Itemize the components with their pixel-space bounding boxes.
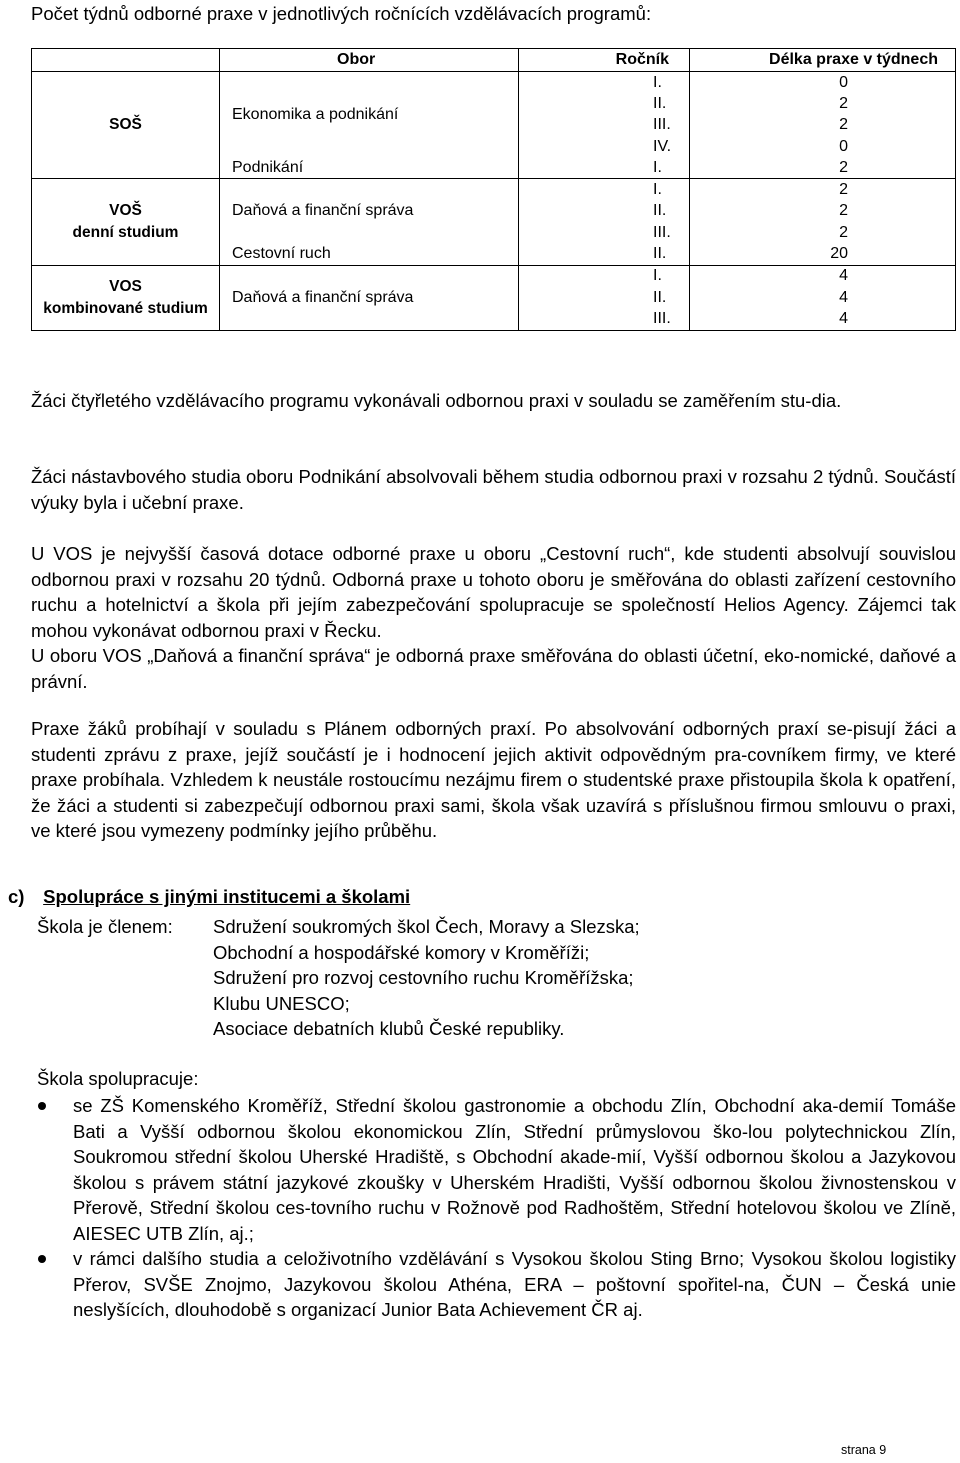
- praxe-table: [31, 48, 956, 331]
- rocnik-cell: II.: [519, 201, 690, 222]
- tydny-cell: 2: [839, 223, 848, 241]
- obor-cell: Cestovní ruch: [220, 243, 519, 265]
- table-header-row: [32, 49, 956, 72]
- cooperation-label: Škola spolupracuje:: [37, 1068, 199, 1089]
- obor-cell: Podnikání: [220, 157, 519, 179]
- header-rocnik: Ročník: [519, 49, 690, 72]
- rocnik-cell: I.: [519, 265, 690, 287]
- school-vos-kombinovane: VOS kombinované studium: [32, 265, 220, 330]
- header-obor: Obor: [220, 49, 519, 72]
- cooperation-item-text: v rámci dalšího studia a celoživotního vzdělávání s Vysokou školou Sting Brno; Vysokou školou logistiky Přerov, SVŠE Znojmo, Jazykovou školou Athéna, ERA – poštovní spořitel-na, ČUN – Česká unie neslyšících, dlouhodobě s organizací Junior Bata Achievement ČR aj.: [73, 1248, 956, 1320]
- header-delka: Délka praxe v týdnech: [769, 51, 938, 68]
- list-item: Asociace debatních klubů České republiky.: [213, 1018, 565, 1039]
- rocnik-cell: III.: [519, 308, 690, 330]
- rocnik-cell: III.: [519, 115, 690, 136]
- membership-list: [213, 914, 640, 1042]
- rocnik-cell: II.: [519, 243, 690, 265]
- rocnik-cell: I.: [519, 179, 690, 201]
- obor-cell: Daňová a finanční správa: [220, 179, 519, 243]
- table-row: [32, 72, 956, 94]
- paragraph-praxe: Praxe žáků probíhají v souladu s Plánem odborných praxí. Po absolvování odborných praxí se-pisují žáci a studenti zprávu z praxe, jejíž součástí je i hodnocení jejich aktivit odpovědným pra-covníkem firmy, ve které praxe probíhala. Vzhledem k neustále rostoucímu nezájmu firem o studentské praxe přistoupila škola k opatření, že žáci a studenti si zabezpečují odbornou praxi sami, škola však uzavírá s příslušnou firmou smlouvu o praxi, ve které jsou vymezeny podmínky jejího průběhu.: [31, 718, 956, 841]
- section-label: c): [8, 886, 25, 907]
- tydny-cell: 2: [839, 158, 848, 176]
- list-item: Klubu UNESCO;: [213, 992, 350, 1014]
- tydny-cell: 2: [839, 202, 848, 220]
- rocnik-cell: IV.: [519, 136, 690, 157]
- paragraph-vos-danova: U oboru VOS „Daňová a finanční správa“ je odborná praxe směřována do oblasti účetní, eko-nomické, daňové a právní.: [31, 645, 956, 692]
- tydny-cell: 4: [690, 265, 956, 287]
- tydny-cell: 2: [839, 116, 848, 134]
- list-item: Sdružení pro rozvoj cestovního ruchu Kroměřížska;: [213, 967, 634, 988]
- tydny-cell: 0: [839, 137, 848, 155]
- obor-cell: Ekonomika a podnikání: [220, 72, 519, 158]
- cooperation-list: [0, 1093, 956, 1323]
- rocnik-cell: II.: [519, 287, 690, 308]
- table-row: [32, 265, 956, 287]
- bullet-icon: [38, 1255, 46, 1263]
- table-row: [32, 179, 956, 201]
- tydny-cell: 2: [690, 179, 956, 201]
- page-number: strana 9: [841, 1443, 887, 1457]
- paragraph-vos-cestovni: U VOS je nejvyšší časová dotace odborné praxe u oboru „Cestovní ruch“, kde studenti absolvují souvislou odbornou praxi v rozsahu 20 týdnů. Odborná praxe u tohoto oboru je směřována do oblasti zařízení cestovního ruchu a hotelnictví a škola při jejím zabezpečování spolupracuje se společností Helios Agency. Zájemci tak mohou vykonávat odbornou praxi v Řecku.: [31, 543, 956, 641]
- tydny-cell: 0: [690, 72, 956, 94]
- tydny-cell: 4: [839, 309, 848, 327]
- obor-cell: Daňová a finanční správa: [220, 265, 519, 330]
- paragraph-nastavba: Žáci nástavbového studia oboru Podnikání absolvovali během studia odbornou praxi v rozsahu 2 týdnů. Součástí výuky byla i učební praxe.: [31, 466, 956, 513]
- rocnik-cell: II.: [519, 93, 690, 114]
- section-heading: [8, 886, 410, 908]
- paragraph-ctyrlety: Žáci čtyřletého vzdělávacího programu vykonávali odbornou praxi v souladu se zaměřením stu-dia.: [31, 390, 842, 411]
- bullet-icon: [38, 1102, 46, 1110]
- page-heading: Počet týdnů odborné praxe v jednotlivých ročnících vzdělávacích programů:: [31, 3, 652, 24]
- rocnik-cell: III.: [519, 222, 690, 243]
- tydny-cell: 2: [839, 94, 848, 112]
- list-item: Sdružení soukromých škol Čech, Moravy a Slezska;: [213, 916, 640, 937]
- tydny-cell: 20: [830, 245, 848, 263]
- list-item: Obchodní a hospodářské komory v Kroměříži;: [213, 941, 590, 963]
- tydny-cell: 4: [839, 288, 848, 306]
- cooperation-item-text: se ZŠ Komenského Kroměříž, Střední školou gastronomie a obchodu Zlín, Obchodní aka-demií Tomáše Bati a Vyšší odbornou školou ekonomickou Zlín, Střední průmyslovou ško-lou polytechnickou Zlín, Soukromou střední školou Uherské Hradiště, s Obchodní akade-mií, Vyšší odbornou školou a Jazykovou školou s právem státní jazykové zkoušky v Uherském Hradišti, Vyšší odbornou školou živnostenskou v Přerově, Střední školou ces-tovního ruchu v Rožnově pod Radhoštěm, Střední hotelovou školou ve Zlíně, AIESEC UTB Zlín, aj.;: [73, 1095, 956, 1244]
- section-title: Spolupráce s jinými institucemi a školami: [43, 886, 411, 907]
- list-item: [0, 1093, 956, 1246]
- school-vos-denni: VOŠ denní studium: [32, 179, 220, 265]
- rocnik-cell: I.: [519, 72, 690, 94]
- school-sos: SOŠ: [32, 72, 220, 179]
- list-item: [0, 1246, 956, 1323]
- rocnik-cell: I.: [519, 157, 690, 179]
- header-school: [32, 49, 220, 72]
- membership-label: Škola je členem:: [37, 916, 173, 937]
